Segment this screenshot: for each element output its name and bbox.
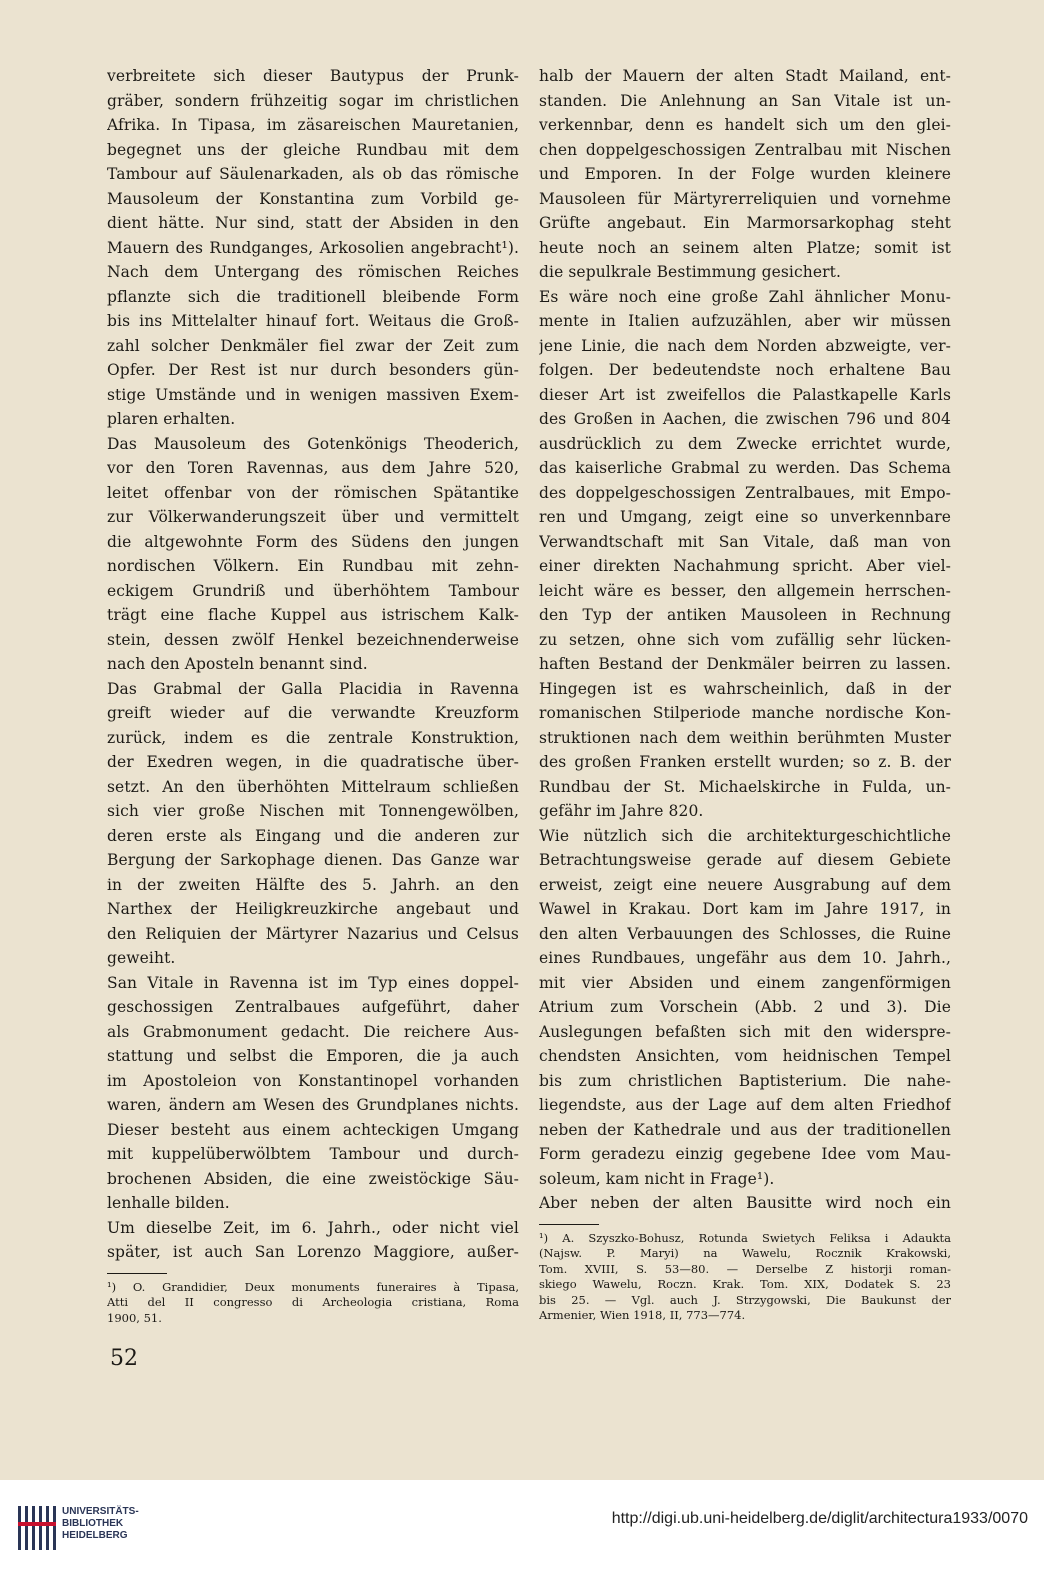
right-text-line: jene Linie, die nach dem Norden abzweigte, ver- — [539, 336, 951, 355]
left-text-line: brochenen Absiden, die eine zweistöckige Säu- — [107, 1169, 519, 1188]
left-text-line: Tambour auf Säulenarkaden, als ob das römische — [107, 165, 519, 183]
left-text-line: deren erste als Eingang und die anderen zur — [107, 826, 519, 845]
right-text-line: den alten Verbauungen des Schlosses, die Ruine — [539, 924, 951, 943]
left-text-line: im Apostoleion von Konstantinopel vorhanden — [107, 1071, 519, 1090]
right-text-line: mit vier Absiden und einem zangenförmigen — [539, 973, 951, 992]
left-text-line: nach den Aposteln benannt sind. — [107, 655, 368, 673]
left-text-line: mit kuppelüberwölbtem Tambour und durch- — [107, 1145, 519, 1163]
left-text-line: waren, ändern am Wesen des Grundplanes nichts. — [107, 1096, 519, 1114]
right-text-line: Rundbau der St. Michaelskirche in Fulda, un- — [539, 777, 951, 796]
right-text-line: Grüfte angebaut. Ein Marmorsarkophag steht — [539, 214, 951, 232]
footer-bar — [0, 1480, 1044, 1578]
right-text-line: heute noch an seinem alten Platze; somit ist — [539, 238, 951, 257]
left-text-line: vor den Toren Ravennas, aus dem Jahre 520, — [107, 459, 519, 477]
left-footnote — [107, 1273, 519, 1327]
right-text-line: Betrachtungsweise gerade auf diesem Gebiete — [539, 851, 951, 869]
right-text-line: mente in Italien aufzuzählen, aber wir müssen — [539, 312, 951, 330]
left-text-line: Opfer. Der Rest ist nur durch besonders gün- — [107, 361, 519, 379]
left-column — [107, 64, 519, 1326]
left-text-line: Dieser besteht aus einem achteckigen Umgang — [107, 1120, 519, 1139]
right-text-line: des Großen in Aachen, die zwischen 796 und 804 — [539, 410, 951, 428]
left-text-line: begegnet uns der gleiche Rundbau mit dem — [107, 140, 519, 159]
left-text-line: später, ist auch San Lorenzo Maggiore, außer- — [107, 1243, 519, 1261]
left-text-line: stein, dessen zwölf Henkel bezeichnenderweise — [107, 630, 519, 649]
right-text-line: zu setzen, ohne sich vom zufällig sehr lücken- — [539, 630, 951, 649]
right-text-line: erweist, zeigt eine neuere Ausgrabung auf dem — [539, 875, 951, 894]
right-text-line: struktionen nach dem weithin berühmten Muster — [539, 728, 951, 747]
footnote-line: ¹) A. Szyszko-Bohusz, Rotunda Swietych Feliksa i Adaukta — [539, 1230, 951, 1245]
footnote-line: ¹) O. Grandidier, Deux monuments funeraires à Tipasa, — [107, 1279, 519, 1294]
right-text-line: standen. Die Anlehnung an San Vitale ist un- — [539, 91, 951, 110]
left-text-line: zur Völkerwanderungszeit über und vermittelt — [107, 508, 519, 526]
left-text-line: zurück, indem es die zentrale Konstruktion, — [107, 728, 519, 747]
right-text-line: dieser Art ist zweifellos die Palastkapelle Karls — [539, 385, 951, 404]
left-text-line: Das Grabmal der Galla Placidia in Ravenna — [107, 679, 519, 698]
left-text-line: Um dieselbe Zeit, im 6. Jahrh., oder nicht viel — [107, 1218, 519, 1237]
footnote-line: Armenier, Wien 1918, II, 773—774. — [539, 1308, 746, 1322]
right-text-line: eines Rundbaues, ungefähr aus dem 10. Jahrh., — [539, 949, 951, 967]
footnote-rule — [539, 1224, 599, 1225]
right-text-line: romanischen Stilperiode manche nordische Kon- — [539, 704, 951, 722]
left-text-line: Nach dem Untergang des römischen Reiches — [107, 263, 519, 281]
right-text-line: gefähr im Jahre 820. — [539, 802, 704, 820]
left-text-line: stattung und selbst die Emporen, die ja auch — [107, 1047, 519, 1065]
left-text-line: in der zweiten Hälfte des 5. Jahrh. an den — [107, 875, 519, 894]
left-text-line: geschossigen Zentralbaues aufgeführt, daher — [107, 998, 519, 1016]
left-text-line: Das Mausoleum des Gotenkönigs Theoderich, — [107, 434, 519, 453]
left-text-line: Mauern des Rundganges, Arkosolien angebracht¹). — [107, 238, 519, 257]
right-text-line: Verwandtschaft mit San Vitale, daß man von — [539, 532, 951, 551]
left-text-line: bis ins Mittelalter hinauf fort. Weitaus die Groß- — [107, 312, 519, 330]
left-text-line: setzt. An den überhöhten Mittelraum schließen — [107, 777, 519, 796]
left-text-line: sich vier große Nischen mit Tonnengewölben, — [107, 802, 519, 820]
left-text-line: der Exedren wegen, in die quadratische über- — [107, 753, 519, 771]
left-text-line: eckigem Grundriß und überhöhtem Tambour — [107, 581, 519, 600]
footnote-line: skiego Wawelu, Roczn. Krak. Tom. XIX, Dodatek S. 23 — [539, 1277, 951, 1291]
right-text-line: das kaiserliche Grabmal zu werden. Das Schema — [539, 459, 951, 477]
left-text-line: San Vitale in Ravenna ist im Typ eines doppel- — [107, 973, 519, 992]
left-text-line: als Grabmonument gedacht. Die reichere Aus- — [107, 1022, 519, 1041]
footnote-line: (Najsw. P. Maryi) na Wawelu, Rocznik Krakowski, — [539, 1246, 951, 1260]
right-text-line: Mausoleen für Märtyrerreliquien und vornehme — [539, 189, 951, 208]
university-library-logo-icon — [14, 1500, 58, 1556]
left-text-line: greift wieder auf die verwandte Kreuzform — [107, 704, 519, 722]
right-text-line: ren und Umgang, zeigt eine so unverkennbare — [539, 508, 951, 526]
footnote-rule — [107, 1273, 167, 1274]
right-text-line: Es wäre noch eine große Zahl ähnlicher Monu- — [539, 287, 951, 306]
logo-line: BIBLIOTHEK — [62, 1518, 124, 1529]
left-text-line: pflanzte sich die traditionell bleibende Form — [107, 287, 519, 306]
source-url-link[interactable]: http://digi.ub.uni-heidelberg.de/diglit/architectura1933/0070 — [611, 1510, 1028, 1527]
logo-line: UNIVERSITÄTS- — [62, 1506, 139, 1517]
right-text-line: Wie nützlich sich die architekturgeschichtliche — [539, 826, 951, 845]
right-text-line: Aber neben der alten Bausitte wird noch ein — [539, 1194, 951, 1212]
left-text-line: trägt eine flache Kuppel aus istrischem Kalk- — [107, 606, 519, 624]
left-text-line: geweiht. — [107, 949, 176, 967]
right-text-line: den Typ der antiken Mausoleen in Rechnung — [539, 606, 951, 624]
right-text-line: verkennbar, denn es handelt sich um den glei- — [539, 116, 951, 134]
right-text-line: Hingegen ist es wahrscheinlich, daß in der — [539, 679, 951, 698]
right-text-line: und Emporen. In der Folge wurden kleinere — [539, 165, 951, 183]
right-text-line: folgen. Der bedeutendste noch erhaltene Bau — [539, 361, 951, 379]
right-text-line: die sepulkrale Bestimmung gesichert. — [539, 263, 841, 281]
right-text-line: haften Bestand der Denkmäler beirren zu lassen. — [539, 655, 951, 673]
right-text-line: bis zum christlichen Baptisterium. Die nahe- — [539, 1071, 951, 1090]
footnote-line: bis 25. — Vgl. auch J. Strzygowski, Die Baukunst der — [539, 1292, 951, 1307]
left-text-line: leitet offenbar von der römischen Spätantike — [107, 483, 519, 502]
logo-line: HEIDELBERG — [62, 1530, 128, 1541]
right-text-line: Form geradezu einzig gegebene Idee vom Mau- — [539, 1145, 951, 1163]
right-footnote — [539, 1224, 951, 1324]
left-text-line: nordischen Völkern. Ein Rundbau mit zehn- — [107, 557, 519, 575]
left-text-line: den Reliquien der Märtyrer Nazarius und Celsus — [107, 924, 519, 943]
right-column — [539, 64, 951, 1324]
right-text-line: leicht wäre es besser, den allgemein herrschen- — [539, 581, 951, 600]
footnote-line: Tom. XVIII, S. 53—80. — Derselbe Z historji roman- — [539, 1261, 951, 1276]
right-text-line: Atrium zum Vorschein (Abb. 2 und 3). Die — [539, 998, 951, 1016]
left-text-line: Afrika. In Tipasa, im zäsareischen Mauretanien, — [107, 116, 519, 134]
right-text-line: ausdrücklich zu dem Zwecke errichtet wurde, — [539, 434, 951, 453]
right-text-line: halb der Mauern der alten Stadt Mailand, ent- — [539, 67, 951, 85]
right-text-line: chen doppelgeschossigen Zentralbau mit Nischen — [539, 140, 951, 159]
right-text-line: des großen Franken erstellt wurden; so z. B. der — [539, 753, 951, 771]
right-text-line: einer direkten Nachahmung spricht. Aber viel- — [539, 557, 951, 575]
left-text-line: plaren erhalten. — [107, 410, 236, 428]
right-text-line: des doppelgeschossigen Zentralbaues, mit Empo- — [539, 483, 951, 502]
footnote-line: Atti del II congresso di Archeologia cristiana, Roma — [107, 1295, 519, 1309]
left-text-line: gräber, sondern frühzeitig sogar im christlichen — [107, 91, 519, 110]
left-text-line: zahl solcher Denkmäler fiel zwar der Zeit zum — [107, 336, 519, 355]
left-text-line: Narthex der Heiligkreuzkirche angebaut und — [107, 900, 519, 918]
left-text-line: Mausoleum der Konstantina zum Vorbild ge- — [107, 189, 519, 208]
left-text-line: die altgewohnte Form des Südens den jungen — [107, 532, 519, 551]
left-text-line: stige Umstände und in wenigen massiven Exem- — [107, 385, 519, 404]
page-number: 52 — [110, 1346, 138, 1371]
left-text-line: lenhalle bilden. — [107, 1194, 230, 1212]
right-text-line: soleum, kam nicht in Frage¹). — [539, 1169, 775, 1188]
left-text-line: dient hätte. Nur sind, statt der Absiden in den — [107, 214, 519, 232]
library-name — [62, 1506, 139, 1542]
left-text-line: Bergung der Sarkophage dienen. Das Ganze war — [107, 851, 519, 869]
right-text-line: chendsten Ansichten, vom heidnischen Tempel — [539, 1047, 951, 1065]
left-text-line: verbreitete sich dieser Bautypus der Prunk- — [107, 67, 519, 85]
right-text-line: liegendste, aus der Lage auf dem alten Friedhof — [539, 1096, 951, 1114]
right-text-line: Wawel in Krakau. Dort kam im Jahre 1917, in — [539, 900, 951, 918]
footnote-line: 1900, 51. — [107, 1310, 162, 1325]
right-text-line: neben der Kathedrale und aus der traditionellen — [539, 1120, 951, 1139]
right-text-line: Auslegungen befaßten sich mit den widerspre- — [539, 1022, 951, 1041]
